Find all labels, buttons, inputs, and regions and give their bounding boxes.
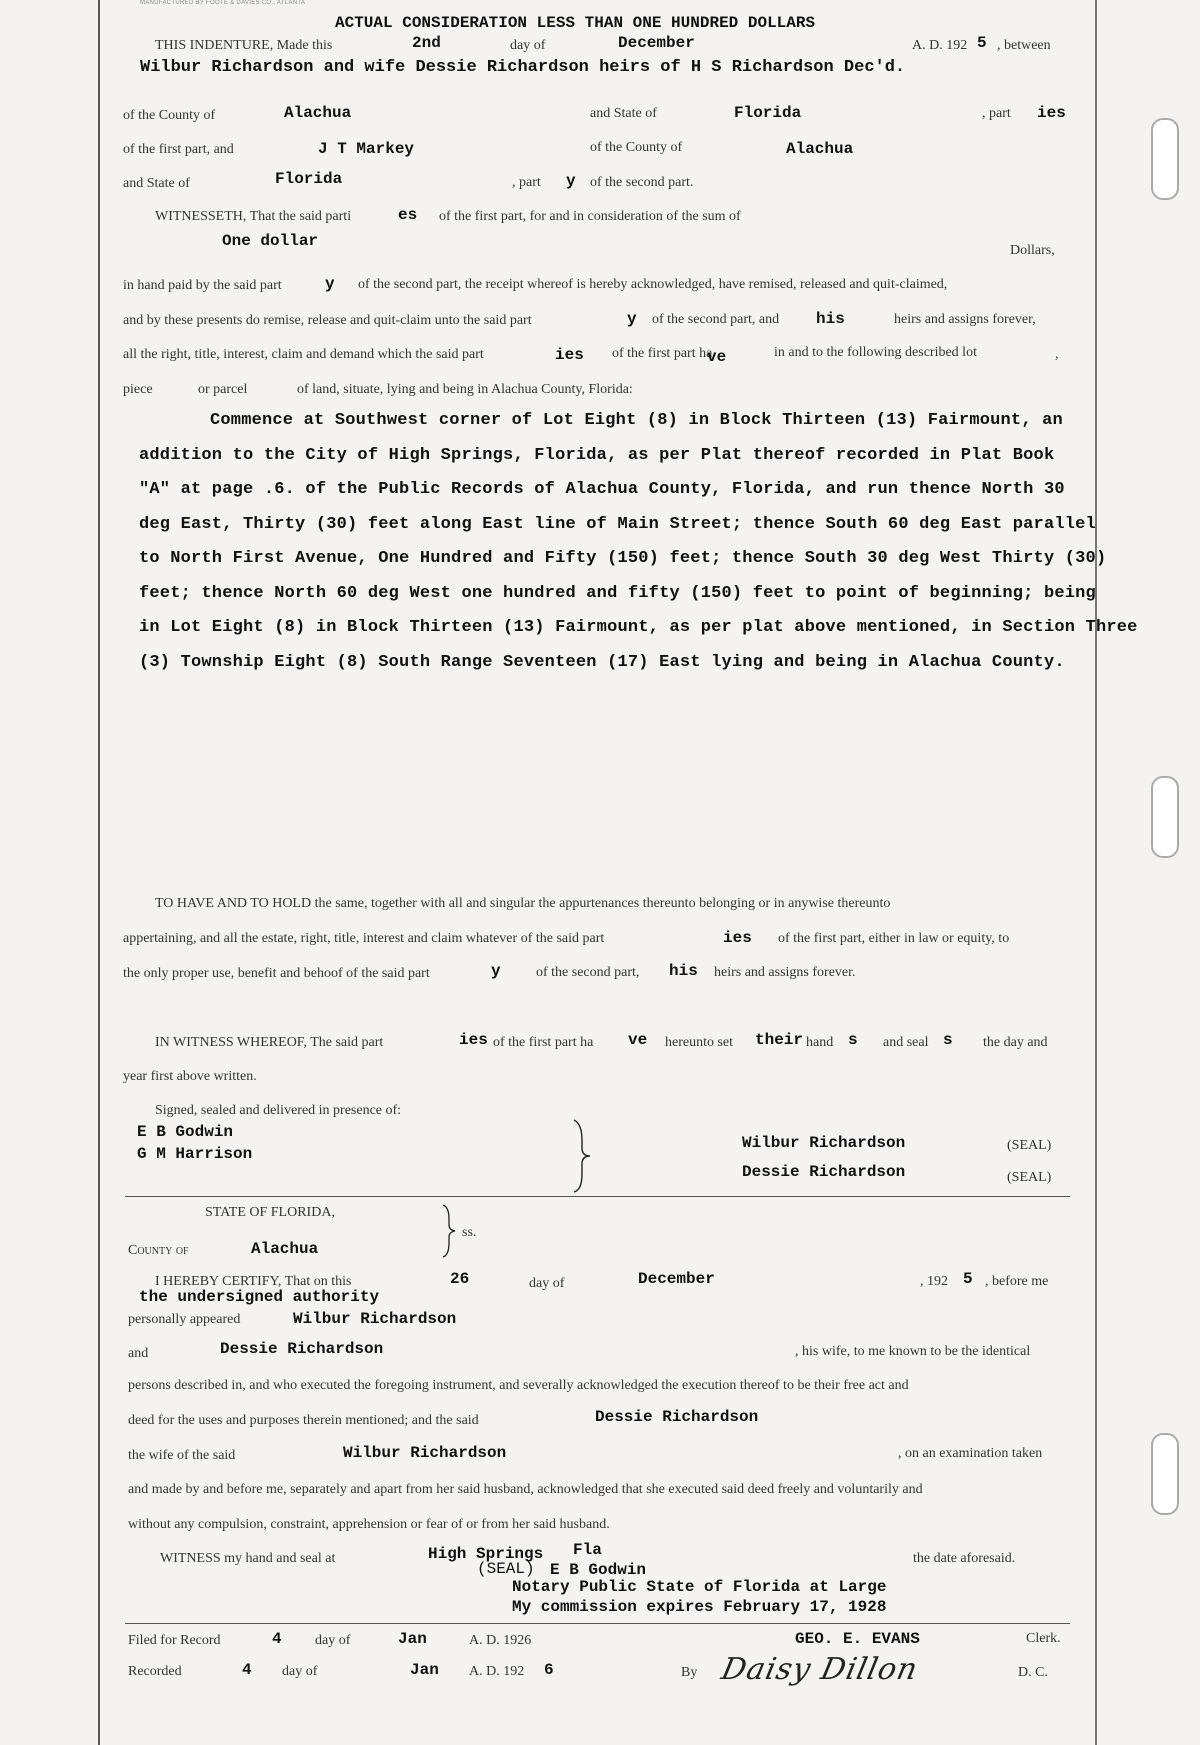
in-witness-text: of the first part ha xyxy=(493,1035,594,1050)
first-party-part-suffix: ies xyxy=(1037,104,1066,122)
legal-description-line: "A" at page .6. of the Public Records of Alachua County, Florida, and run thence North 30 xyxy=(139,480,1065,499)
dc-label: D. C. xyxy=(1018,1665,1048,1680)
witnesseth-text: WITNESSETH, That the said parti xyxy=(155,209,352,224)
claim-line-c-have: ve xyxy=(707,348,727,366)
ack-husband: Wilbur Richardson xyxy=(293,1310,457,1328)
ack-ss: ss. xyxy=(462,1225,477,1240)
in-witness-text: IN WITNESS WHEREOF, The said part xyxy=(155,1035,384,1050)
notary-title: Notary Public State of Florida at Large xyxy=(512,1578,887,1596)
parcel-line-d2: or parcel xyxy=(198,382,248,397)
ack-wife: Dessie Richardson xyxy=(220,1340,384,1358)
filed-year: A. D. 1926 xyxy=(469,1633,532,1648)
ack-husband-again: Wilbur Richardson xyxy=(343,1444,507,1462)
legal-description-line: in Lot Eight (8) in Block Thirteen (13) Fairmount, as per plat above mentioned, in Section Three xyxy=(139,618,1138,637)
witnesseth-suffix: es xyxy=(398,206,418,224)
in-witness-text: hereunto set xyxy=(665,1035,734,1050)
in-witness-seal: and seal xyxy=(883,1035,929,1050)
ack-without-text: without any compulsion, constraint, apprehension or fear of or from her said husband. xyxy=(128,1517,610,1532)
parcel-line-d1: piece xyxy=(123,382,153,397)
document-title: ACTUAL CONSIDERATION LESS THAN ONE HUNDRED DOLLARS xyxy=(335,14,816,32)
habendum-pronoun: his xyxy=(669,962,698,980)
claim-line-c2: of the first part ha xyxy=(612,346,713,361)
signing-brace xyxy=(570,1118,594,1194)
filed-month: Jan xyxy=(398,1630,427,1648)
indenture-year-prefix: A. D. 192 xyxy=(912,38,968,53)
indenture-intro: THIS INDENTURE, Made this xyxy=(155,38,333,53)
first-part-label: of the first part, and xyxy=(123,142,234,157)
parcel-line-d3: of land, situate, lying and being in Alachua County, Florida: xyxy=(297,382,633,397)
claim-line-c-suffix: ies xyxy=(555,346,584,364)
legal-description-line: (3) Township Eight (8) South Range Seventeen (17) East lying and being in Alachua County. xyxy=(139,653,1065,672)
signer-name: Dessie Richardson xyxy=(742,1163,906,1181)
section-divider xyxy=(125,1196,1070,1197)
in-witness-parts-suffix: ies xyxy=(459,1031,488,1049)
receipt-line-a2: of the second part, the receipt whereof is hereby acknowledged, have remised, released and quit-claimed, xyxy=(358,277,948,292)
ack-wife-again: Dessie Richardson xyxy=(595,1408,759,1426)
notary-commission: My commission expires February 17, 1928 xyxy=(512,1598,887,1616)
habendum-parts-suffix: ies xyxy=(723,929,752,947)
clerk-name: GEO. E. EVANS xyxy=(795,1630,920,1648)
ack-county: Alachua xyxy=(251,1240,319,1258)
notary-name: E B Godwin xyxy=(550,1561,647,1579)
remise-line-b1: and by these presents do remise, release and quit-claim unto the said part xyxy=(123,313,532,328)
ack-made-text: and made by and before me, separately and apart from her said husband, acknowledged that she executed said deed freely and voluntarily and xyxy=(128,1482,923,1497)
signing-label: Signed, sealed and delivered in presence of: xyxy=(155,1103,402,1118)
habendum-line: TO HAVE AND TO HOLD the same, together with all and singular the appurtenances thereunto belonging or in anywise thereunto xyxy=(155,896,891,911)
receipt-line-a-suffix: y xyxy=(325,275,335,293)
first-party-county-label: of the County of xyxy=(123,108,216,123)
legal-description-line: Commence at Southwest corner of Lot Eight (8) in Block Thirteen (13) Fairmount, an xyxy=(210,411,1063,430)
witnesseth-consideration: of the first part, for and in consideration of the sum of xyxy=(439,209,741,224)
ack-and-label: and xyxy=(128,1346,149,1361)
binder-hole xyxy=(1151,118,1179,200)
binder-hole xyxy=(1151,1433,1179,1515)
in-witness-text: year first above written. xyxy=(123,1069,257,1084)
ack-examination-text: , on an examination taken xyxy=(898,1446,1043,1461)
habendum-line: appertaining, and all the estate, right, title, interest and claim whatever of the said part xyxy=(123,931,605,946)
claim-line-c1: all the right, title, interest, claim and demand which the said part xyxy=(123,347,484,362)
remise-line-b-pronoun: his xyxy=(816,310,845,328)
ack-day-of: day of xyxy=(529,1276,565,1291)
filed-label: Filed for Record xyxy=(128,1633,221,1648)
ack-before-me: , before me xyxy=(985,1274,1049,1289)
ack-day: 26 xyxy=(450,1270,470,1288)
habendum-line: of the first part, either in law or equity, to xyxy=(778,931,1010,946)
in-witness-their: their xyxy=(755,1031,804,1049)
witness-name: G M Harrison xyxy=(137,1145,253,1163)
claim-line-c3: in and to the following described lot xyxy=(774,345,977,360)
second-party-state: Florida xyxy=(275,170,343,188)
filed-day: 4 xyxy=(272,1630,282,1648)
ack-deed-text: deed for the uses and purposes therein mentioned; and the said xyxy=(128,1413,479,1428)
remise-line-b3: heirs and assigns forever, xyxy=(894,312,1036,327)
legal-description-line: feet; thence North 60 deg West one hundred and fifty (150) feet to point of beginning; being xyxy=(139,584,1096,603)
ack-authority: the undersigned authority xyxy=(139,1288,380,1306)
second-party-part-suffix: y xyxy=(566,172,576,190)
habendum-party-suffix: y xyxy=(491,962,501,980)
receipt-line-a1: in hand paid by the said part xyxy=(123,278,282,293)
page-right-rule xyxy=(1095,0,1097,1745)
in-witness-hand-suffix: s xyxy=(848,1031,858,1049)
by-label: By xyxy=(681,1665,698,1680)
clerk-label: Clerk. xyxy=(1026,1631,1061,1646)
dollars-label: Dollars, xyxy=(1010,243,1055,258)
in-witness-seal-suffix: s xyxy=(943,1031,953,1049)
first-party-state-label: and State of xyxy=(590,106,657,121)
page-left-rule xyxy=(98,0,100,1745)
notary-seal-mark: (SEAL) xyxy=(477,1560,535,1578)
seal-label: (SEAL) xyxy=(1007,1170,1052,1185)
first-party-part-label: , part xyxy=(982,106,1011,121)
signer-name: Wilbur Richardson xyxy=(742,1134,906,1152)
indenture-month: December xyxy=(618,34,695,52)
deputy-clerk-signature: Daisy Dillon xyxy=(718,1652,922,1687)
recorded-month: Jan xyxy=(410,1661,439,1679)
remise-line-b-suffix: y xyxy=(627,310,637,328)
indenture-year-digit: 5 xyxy=(977,34,987,52)
recorded-day-of: day of xyxy=(282,1664,318,1679)
witness-name: E B Godwin xyxy=(137,1123,234,1141)
grantee-name: J T Markey xyxy=(318,140,415,158)
legal-description-line: deg East, Thirty (30) feet along East line of Main Street; thence South 60 deg East parallel xyxy=(139,515,1096,534)
ack-place-state: Fla xyxy=(573,1541,602,1559)
claim-line-c-comma: , xyxy=(1055,347,1059,362)
recorded-year-digit: 6 xyxy=(544,1661,554,1679)
ack-state: STATE OF FLORIDA, xyxy=(205,1205,335,1220)
legal-description-line: to North First Avenue, One Hundred and Fifty (150) feet; thence South 30 deg West Thirty (30) xyxy=(139,549,1107,568)
second-party-county-label: of the County of xyxy=(590,140,683,155)
ack-witness-label: WITNESS my hand and seal at xyxy=(160,1551,336,1566)
habendum-line: the only proper use, benefit and behoof of the said part xyxy=(123,966,430,981)
habendum-line: heirs and assigns forever. xyxy=(714,965,856,980)
printer-line: MANUFACTURED BY FOOTE & DAVIES CO., ATLANTA xyxy=(140,0,306,6)
grantor-parties: Wilbur Richardson and wife Dessie Richardson heirs of H S Richardson Dec'd. xyxy=(140,58,906,77)
indenture-day-of: day of xyxy=(510,38,546,53)
first-party-county: Alachua xyxy=(284,104,352,122)
ack-month: December xyxy=(638,1270,715,1288)
second-party-county: Alachua xyxy=(786,140,854,158)
in-witness-have-suffix: ve xyxy=(628,1031,648,1049)
ack-his-wife-text: , his wife, to me known to be the identical xyxy=(795,1344,1031,1359)
first-party-state: Florida xyxy=(734,104,802,122)
recorded-day: 4 xyxy=(242,1661,252,1679)
habendum-line: of the second part, xyxy=(536,965,640,980)
indenture-between: , between xyxy=(997,38,1051,53)
ack-persons-text: persons described in, and who executed the foregoing instrument, and severally acknowledged the execution thereof to be their free act and xyxy=(128,1378,909,1393)
consideration-amount: One dollar xyxy=(222,232,319,250)
filed-day-of: day of xyxy=(315,1633,351,1648)
ack-year-prefix: , 192 xyxy=(920,1274,948,1289)
seal-label: (SEAL) xyxy=(1007,1138,1052,1153)
in-witness-text: the day and xyxy=(983,1035,1048,1050)
ack-date-aforesaid: the date aforesaid. xyxy=(913,1551,1016,1566)
ack-place: High Springs xyxy=(428,1545,544,1563)
recorded-year-prefix: A. D. 192 xyxy=(469,1664,525,1679)
second-party-part-label: , part xyxy=(512,175,541,190)
ack-county-label: County of xyxy=(128,1243,189,1258)
ack-brace xyxy=(440,1203,458,1259)
remise-line-b2: of the second part, and xyxy=(652,312,780,327)
second-party-state-label: and State of xyxy=(123,176,190,191)
ack-year-digit: 5 xyxy=(963,1270,973,1288)
legal-description-line: addition to the City of High Springs, Florida, as per Plat thereof recorded in Plat Book xyxy=(139,446,1055,465)
section-divider xyxy=(125,1623,1070,1624)
recorded-label: Recorded xyxy=(128,1664,182,1679)
ack-wife-of-label: the wife of the said xyxy=(128,1448,236,1463)
ack-certify: I HEREBY CERTIFY, That on this xyxy=(155,1274,352,1289)
ack-personally-appeared: personally appeared xyxy=(128,1312,241,1327)
indenture-day: 2nd xyxy=(412,34,441,52)
binder-hole xyxy=(1151,776,1179,858)
in-witness-hand: hand xyxy=(806,1035,834,1050)
second-part-label: of the second part. xyxy=(590,175,694,190)
